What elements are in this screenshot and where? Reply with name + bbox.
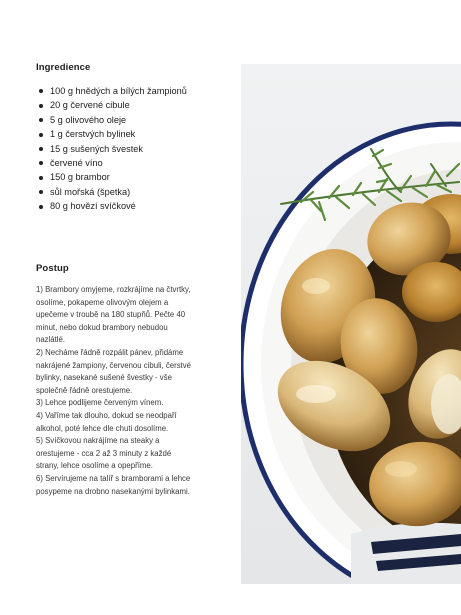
method-step: 6) Servírujeme na talíř s bramborami a lehce posypeme na drobno nasekanými bylinkami. bbox=[36, 473, 191, 496]
ingredient-item: 5 g olivového oleje bbox=[38, 113, 228, 127]
method-step: 2) Necháme řádně rozpálit pánev, přidáme nakrájené žampiony, červenou cibuli, čerstvé bylinky, nasekané sušené švestky - vše společně řádně orestujeme. bbox=[36, 347, 192, 395]
ingredient-item: sůl mořská (špetka) bbox=[38, 185, 228, 199]
ingredient-item: 1 g čerstvých bylinek bbox=[38, 127, 228, 141]
method-step: 3) Lehce podlijeme červeným vínem. bbox=[36, 398, 164, 408]
ingredients-list bbox=[38, 84, 228, 214]
method-steps bbox=[36, 284, 192, 498]
method-heading: Postup bbox=[36, 263, 69, 274]
ingredient-item: 20 g červené cibule bbox=[38, 98, 228, 112]
ingredient-item: 100 g hnědých a bílých žampionů bbox=[38, 84, 228, 98]
ingredients-heading: Ingredience bbox=[36, 62, 91, 73]
ingredient-item: 15 g sušených švestek bbox=[38, 142, 228, 156]
dish-photo bbox=[241, 64, 461, 584]
method-step: 5) Svíčkovou nakrájíme na steaky a orestujeme - cca 2 až 3 minuty z každé strany, lehce osolíme a opepříme. bbox=[36, 436, 172, 471]
ingredient-item: 150 g brambor bbox=[38, 170, 228, 184]
ingredient-item: 80 g hovězí svíčkové bbox=[38, 199, 228, 213]
method-step: 1) Brambory omyjeme, rozkrájíme na čtvrtky, osolíme, pokapeme olivovým olejem a upečeme v troubě na 180 stupňů. Pečte 40 minut, nebo dokud brambory nebudou nazlátlé. bbox=[36, 285, 191, 345]
ingredient-item: červené víno bbox=[38, 156, 228, 170]
method-step: 4) Vaříme tak dlouho, dokud se neodpaří alkohol, poté lehce dle chuti dosolíme. bbox=[36, 410, 177, 433]
roasted-potatoes-illustration bbox=[241, 64, 461, 584]
